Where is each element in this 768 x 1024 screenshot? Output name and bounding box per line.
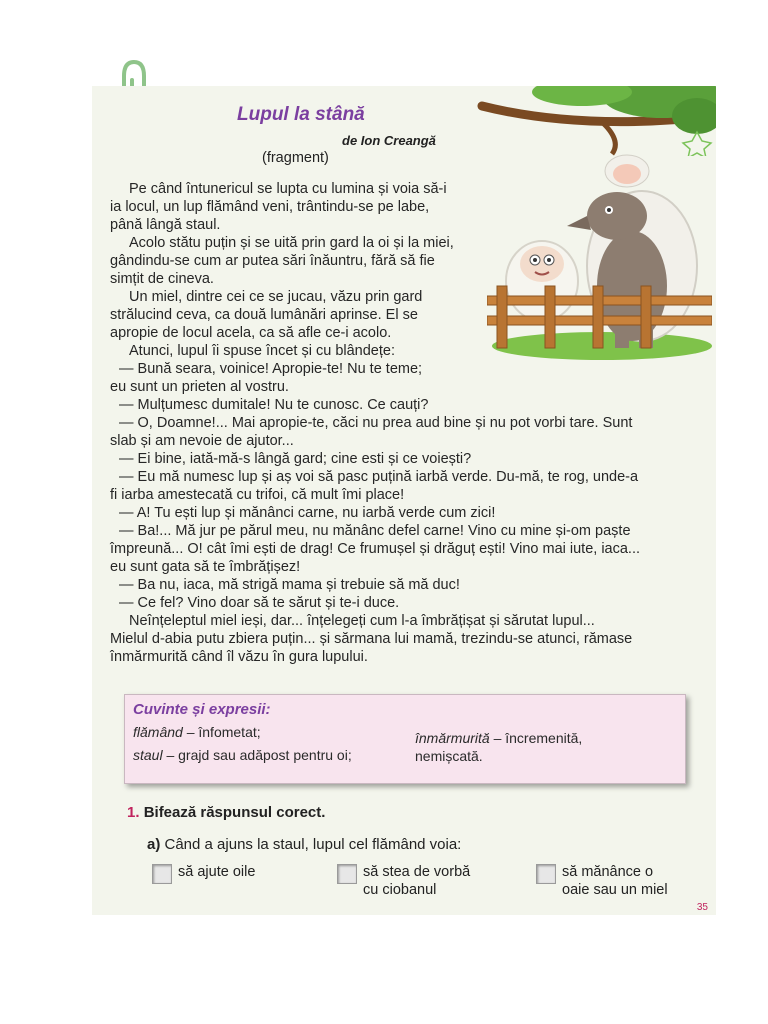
option-3-label	[562, 863, 668, 899]
exercise-heading	[127, 804, 325, 821]
option-line: să stea de vorbă	[363, 864, 471, 880]
story-line: — A! Tu ești lup și mănânci carne, nu iarbă verde cum zici!	[119, 505, 496, 521]
story-subtitle: (fragment)	[262, 150, 329, 166]
story-title: Lupul la stână	[237, 104, 365, 125]
story-line: ia locul, un lup flămând veni, trântindu-se pe labe,	[110, 199, 430, 215]
story-line: gândindu-se cum ar putea sări înăuntru, fără să fie	[110, 253, 435, 269]
story-line: înmărmurită când îl văzu în gura lupului.	[110, 649, 368, 665]
story-line: Mielul d-abia putu zbiera puțin... și sărmana lui mamă, trezindu-se atunci, rămase	[110, 631, 633, 647]
vocab-definition: – grajd sau adăpost pentru oi;	[162, 747, 352, 763]
vocabulary-box	[124, 694, 686, 784]
story-line: fi iarba amestecată cu trifoi, că mult îmi place!	[110, 487, 405, 503]
checkbox-option-2[interactable]	[337, 864, 357, 884]
story-line: eu sunt un prieten al vostru.	[110, 379, 289, 395]
story-line: — Ce fel? Vino doar să te sărut și te-i duce.	[119, 595, 400, 611]
story-line: împreună... O! cât îmi ești de drag! Ce frumușel și drăguț ești! Vino mai iute, iaca...	[110, 541, 641, 557]
vocabulary-title: Cuvinte și expresii:	[133, 701, 271, 718]
story-line: — Ei bine, iată-mă-s lângă gard; cine esti și ce voiești?	[119, 451, 472, 467]
story-line: — Ba!... Mă jur pe părul meu, nu mănânc defel carne! Vino cu mine și-om paște	[119, 523, 631, 539]
story-line: — Ba nu, iaca, mă strigă mama și trebuie să mă duc!	[119, 577, 460, 593]
exercise-question	[147, 836, 461, 853]
option-2-label	[363, 863, 470, 899]
question-text: Când a ajuns la staul, lupul cel flămând voia:	[160, 836, 462, 853]
story-author: de Ion Creangă	[342, 133, 436, 148]
story-line: — Mulțumesc dumitale! Nu te cunosc. Ce cauți?	[119, 397, 429, 413]
story-line: strălucind ceva, ca două lumânări aprinse. El se	[110, 307, 418, 323]
vocab-definition: – încremenită,	[489, 730, 583, 746]
story-line: până lângă staul.	[110, 217, 221, 233]
story-line: apropie de locul acela, ca să afle ce-i acolo.	[110, 325, 392, 341]
question-label: a)	[147, 836, 161, 853]
checkbox-option-3[interactable]	[536, 864, 556, 884]
vocab-word: staul	[133, 747, 163, 763]
checkbox-option-1[interactable]	[152, 864, 172, 884]
story-line: eu sunt gata să te îmbrățișez!	[110, 559, 301, 575]
story-line: Pe când întunericul se lupta cu lumina și voia să-i	[129, 181, 447, 197]
vocab-definition: nemișcată.	[415, 748, 483, 764]
option-line: să mănânce o	[562, 864, 654, 880]
vocab-entry-staul	[133, 746, 352, 764]
vocab-word: înmărmurită	[415, 730, 490, 746]
textbook-page	[92, 86, 716, 915]
story-line: simțit de cineva.	[110, 271, 214, 287]
option-line: să ajute oile	[178, 864, 256, 880]
vocab-entry-continued	[415, 747, 483, 765]
vocab-entry-inmarmurita	[415, 729, 582, 747]
story-line: — O, Doamne!... Mai apropie-te, căci nu prea aud bine și nu pot vorbi tare. Sunt	[119, 415, 633, 431]
story-line: Neînțeleptul miel ieși, dar... înțelegeți cum l-a îmbrățișat și sărutat lupul...	[129, 613, 595, 629]
exercise-instruction: Bifează răspunsul corect.	[143, 804, 326, 821]
story-line: Un miel, dintre cei ce se jucau, văzu prin gard	[129, 289, 423, 305]
story-line: slab și am nevoie de ajutor...	[110, 433, 294, 449]
option-1-label	[178, 863, 255, 881]
story-line: Acolo stătu puțin și se uită prin gard la oi și la miei,	[129, 235, 454, 251]
vocab-entry-flamand	[133, 723, 261, 741]
option-line: oaie sau un miel	[562, 882, 668, 898]
exercise-number: 1.	[127, 804, 140, 821]
page-number: 35	[696, 902, 708, 913]
story-line: — Bună seara, voinice! Apropie-te! Nu te teme;	[119, 361, 423, 377]
vocab-word: flămând	[133, 724, 183, 740]
story-line: — Eu mă numesc lup și aș voi să pasc puțină iarbă verde. Du-mă, te rog, unde-a	[119, 469, 639, 485]
story-line: Atunci, lupul îi spuse încet și cu blândețe:	[129, 343, 395, 359]
option-line: cu ciobanul	[363, 882, 437, 898]
wolf-and-sheep-illustration	[487, 146, 712, 361]
vocab-definition: – înfometat;	[182, 724, 261, 740]
